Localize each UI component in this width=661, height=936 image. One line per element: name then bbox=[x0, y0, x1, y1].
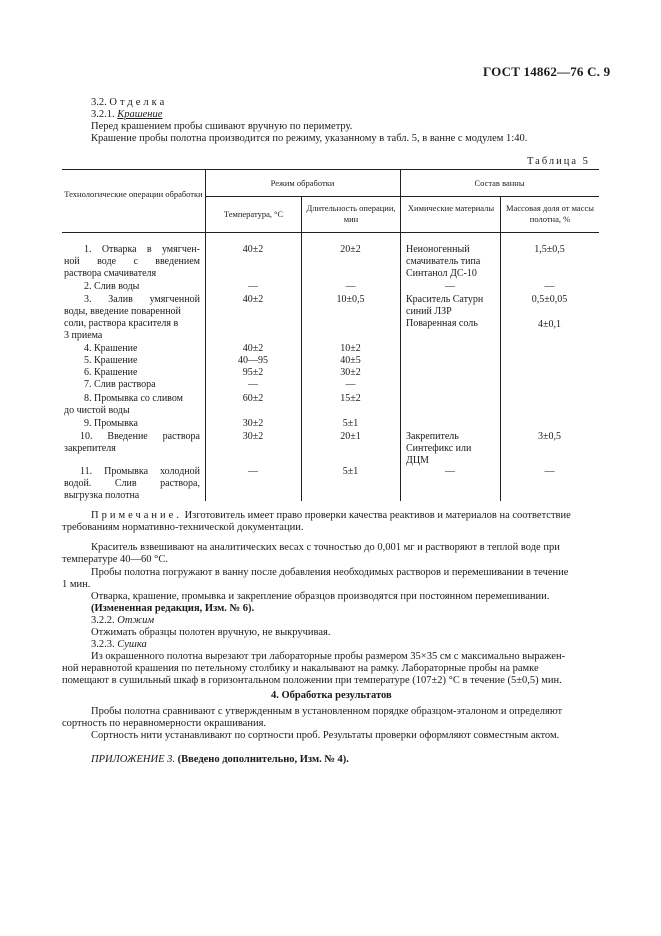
table-cell-operation: 11. Промывка холодной bbox=[80, 466, 200, 477]
table-cell-temperature: 40—95 bbox=[238, 355, 268, 366]
table-cell-duration: — bbox=[345, 379, 356, 390]
table-cell-operation: 10. Введение раствора bbox=[80, 431, 200, 442]
table-cell-temperature: 40±2 bbox=[242, 294, 264, 305]
section-number: 3.2. bbox=[91, 97, 107, 108]
table-cell-operation: до чистой воды bbox=[64, 405, 130, 416]
table-cell-duration: 5±1 bbox=[342, 418, 359, 429]
amendment-note: (Измененная редакция, Изм. № 6). bbox=[91, 603, 255, 614]
table-cell-operation: раствора смачивателя bbox=[64, 268, 157, 279]
paragraph: Из окрашенного полотна вырезают три лабораторные пробы размером 35×35 см с максимально выражен- bbox=[91, 651, 566, 662]
note-label: Примечание. bbox=[91, 510, 182, 521]
col-group-mode: Режим обработки bbox=[270, 178, 335, 188]
table-note-continued: требованиям нормативно-технической документации. bbox=[62, 522, 304, 533]
table-col-divider bbox=[500, 196, 501, 501]
table-group-rule bbox=[205, 196, 599, 197]
table-cell-chemicals: Краситель Сатурн bbox=[406, 294, 484, 305]
paragraph: Крашение пробы полотна производится по режиму, указанному в табл. 5, в ванне с модулем 1:40. bbox=[91, 133, 528, 144]
paragraph: помещают в сушильный шкаф в горизонтальном положении при температуре (107±2) °С в течение (5±0,5) мин. bbox=[62, 675, 562, 686]
table-cell-chemicals: Поваренная соль bbox=[406, 318, 478, 329]
table-cell-mass-fraction: 4±0,1 bbox=[538, 319, 561, 330]
subsection-number: 3.2.3. bbox=[91, 639, 115, 650]
col-group-bath: Состав ванны bbox=[474, 178, 525, 188]
paragraph: Сортность нити устанавливают по сортности проб. Результаты проверки оформляют совместным актом. bbox=[91, 730, 560, 741]
table-cell-chemicals: Закрепитель bbox=[406, 431, 459, 442]
table-cell-operation: 3. Залив умягченной bbox=[84, 294, 200, 305]
table-cell-chemicals: синий ЛЗР bbox=[406, 306, 452, 317]
subsection-title: Сушка bbox=[117, 639, 147, 650]
col-header-temperature: Температура, °С bbox=[223, 209, 284, 219]
col-header-duration: Длительность операции, мин bbox=[306, 203, 396, 224]
table-cell-operation: 5. Крашение bbox=[84, 355, 138, 366]
table-cell-operation: 4. Крашение bbox=[84, 343, 138, 354]
paragraph: Отварка, крашение, промывка и закрепление образцов производятся при постоянном перемешивании. bbox=[91, 591, 550, 602]
table-cell-operation: водой. Слив раствора, bbox=[64, 478, 200, 489]
table-cell-temperature: 30±2 bbox=[242, 431, 264, 442]
table-cell-operation: 6. Крашение bbox=[84, 367, 138, 378]
table-cell-chemicals: Синтефикс или bbox=[406, 443, 472, 454]
appendix-note bbox=[91, 753, 349, 766]
table-cell-chemicals: Синтанол ДС-10 bbox=[406, 268, 477, 279]
table-cell-temperature: 40±2 bbox=[242, 343, 264, 354]
table-col-divider bbox=[400, 169, 401, 501]
table-cell-duration: 15±2 bbox=[340, 393, 361, 404]
table-header-rule bbox=[62, 232, 599, 233]
table-cell-duration: 5±1 bbox=[342, 466, 359, 477]
table-cell-mass-fraction: — bbox=[544, 281, 555, 292]
table-cell-operation: 3 приема bbox=[64, 330, 103, 341]
table-cell-duration: 30±2 bbox=[340, 367, 361, 378]
table-cell-operation: воды, введение поваренной bbox=[64, 306, 181, 317]
table-cell-temperature: 95±2 bbox=[242, 367, 264, 378]
paragraph: Перед крашением пробы сшивают вручную по периметру. bbox=[91, 121, 353, 132]
col-header-chemicals: Химические материалы bbox=[407, 203, 495, 213]
table-cell-duration: 40±5 bbox=[340, 355, 361, 366]
subsection-title: Крашение bbox=[117, 109, 163, 120]
table-cell-mass-fraction: — bbox=[544, 466, 555, 477]
subsection-number: 3.2.1. bbox=[91, 109, 115, 120]
table-cell-operation: 9. Промывка bbox=[84, 418, 138, 429]
table-cell-operation: соли, раствора красителя в bbox=[64, 318, 179, 329]
appendix-text: (Введено дополнительно, Изм. № 4). bbox=[177, 754, 349, 765]
table-cell-operation: 8. Промывка со сливом bbox=[84, 393, 183, 404]
table-cell-temperature: — bbox=[248, 466, 258, 477]
table-cell-operation: закрепителя bbox=[64, 443, 116, 454]
table-col-divider bbox=[205, 169, 206, 501]
table-cell-temperature: — bbox=[248, 379, 258, 390]
section-title: Отделка bbox=[109, 97, 168, 108]
table-cell-operation: 1. Отварка в умягчен- bbox=[84, 244, 200, 255]
table-cell-chemicals: смачиватель типа bbox=[406, 256, 481, 267]
paragraph: Краситель взвешивают на аналитических весах с точностью до 0,001 мг и растворяют в теплой воде при bbox=[91, 542, 560, 553]
section-title: 4. Обработка результатов bbox=[271, 690, 392, 701]
paragraph: Пробы полотна сравнивают с утвержденным в установленном порядке образцом-эталоном и определяют bbox=[91, 706, 563, 717]
table-cell-chemicals: Неионогенный bbox=[406, 244, 470, 255]
table-cell-operation: выгрузка полотна bbox=[64, 490, 140, 501]
paragraph: сортность по неравномерности окрашивания. bbox=[62, 718, 267, 729]
appendix-label: ПРИЛОЖЕНИЕ 3. bbox=[91, 754, 175, 765]
subsection-number: 3.2.2. bbox=[91, 615, 115, 626]
table-cell-mass-fraction: 1,5±0,5 bbox=[534, 244, 565, 255]
table-cell-mass-fraction: 0,5±0,05 bbox=[531, 294, 568, 305]
table-cell-chemicals: — bbox=[445, 281, 455, 292]
paragraph: Отжимать образцы полотен вручную, не выкручивая. bbox=[91, 627, 331, 638]
table-cell-mass-fraction: 3±0,5 bbox=[538, 431, 561, 442]
col-header-operations: Технологические операции обработки bbox=[64, 189, 203, 199]
table-cell-chemicals: — bbox=[445, 466, 455, 477]
table-cell-temperature: 40±2 bbox=[242, 244, 264, 255]
paragraph: 1 мин. bbox=[62, 579, 91, 590]
paragraph: температуре 40—60 °С. bbox=[62, 554, 168, 565]
table-cell-temperature: — bbox=[248, 281, 258, 292]
table-caption: Таблица 5 bbox=[527, 156, 590, 167]
table-cell-operation: ной воде с введением bbox=[64, 256, 200, 267]
col-header-mass-fraction: Массовая доля от массы полотна, % bbox=[506, 203, 594, 224]
table-top-rule bbox=[62, 169, 599, 170]
table-cell-operation: 7. Слив раствора bbox=[84, 379, 156, 390]
table-cell-operation: 2. Слив воды bbox=[84, 281, 140, 292]
table-cell-chemicals: ДЦМ bbox=[406, 455, 429, 466]
table-cell-duration: 20±1 bbox=[340, 431, 361, 442]
subsection-title: Отжим bbox=[117, 615, 155, 626]
table-cell-duration: 20±2 bbox=[340, 244, 361, 255]
paragraph: Пробы полотна погружают в ванну после добавления необходимых растворов и перемешивании в течение bbox=[91, 567, 569, 578]
table-cell-duration: — bbox=[345, 281, 356, 292]
table-cell-temperature: 60±2 bbox=[242, 393, 264, 404]
table-cell-duration: 10±0,5 bbox=[336, 294, 365, 305]
table-cell-duration: 10±2 bbox=[340, 343, 361, 354]
table-cell-temperature: 30±2 bbox=[242, 418, 264, 429]
note-text: Изготовитель имеет право проверки качества реактивов и материалов на соответствие bbox=[181, 510, 571, 521]
paragraph: ной неравнотой крашения по петельному столбику и накалывают на рамку. Лабораторные пробы на рамке bbox=[62, 663, 539, 674]
page-header: ГОСТ 14862—76 С. 9 bbox=[483, 64, 611, 79]
